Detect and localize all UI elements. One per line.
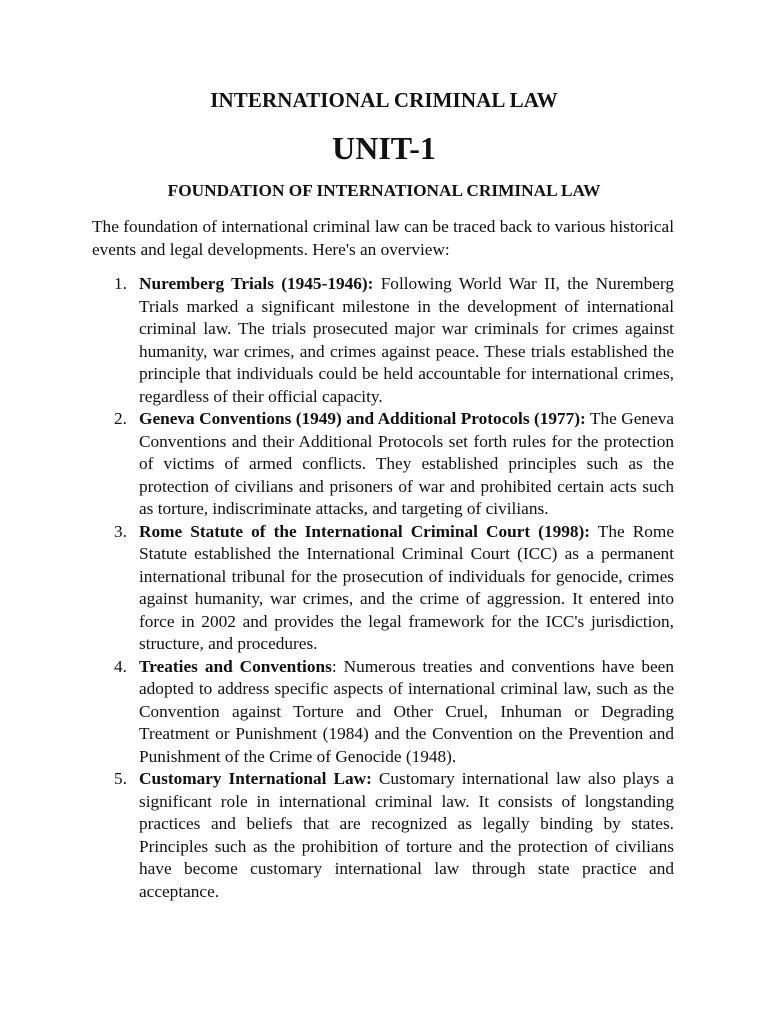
list-item-heading: Customary International Law: <box>139 769 372 788</box>
list-item-body: : Numerous treaties and conventions have been adopted to address specific aspects of international criminal law, such as the Convention against Torture and Other Cruel, Inhuman or Degrading Treatment or Punishment (1984) and the Convention on the Prevention and Punishment of the Crime of Genocide (1948). <box>139 656 674 766</box>
unit-title: UNIT-1 <box>332 130 436 166</box>
list-item-number: 4. <box>114 656 127 676</box>
list-item-treaties-conventions <box>92 656 674 769</box>
list-item-heading: Treaties and Conventions <box>139 656 332 676</box>
list-item-number: 1. <box>114 274 127 293</box>
list-item-body: The Rome Statute established the International Criminal Court (ICC) as a permanent international tribunal for the prosecution of individuals for genocide, crimes against humanity, war crimes, and the crime of aggression. It entered into force in 2002 and provides the legal framework for the ICC's jurisdiction, structure, and procedures. <box>139 521 674 653</box>
foundation-list <box>92 273 674 903</box>
list-item-number: 5. <box>114 769 127 788</box>
list-item-heading: Geneva Conventions (1949) and Additional Protocols (1977): <box>139 409 586 428</box>
list-item-customary-law <box>92 768 674 903</box>
list-item-geneva-conventions <box>92 408 674 521</box>
list-item-body: Following World War II, the Nuremberg Trials marked a significant milestone in the development of international criminal law. The trials prosecuted major war criminals for crimes against humanity, war crimes, and crimes against peace. These trials established the principle that individuals could be held accountable for international crimes, regardless of their official capacity. <box>139 274 674 406</box>
list-item-heading: Rome Statute of the International Criminal Court (1998): <box>139 521 591 541</box>
document-title: INTERNATIONAL CRIMINAL LAW <box>210 88 558 112</box>
list-item-body: The Geneva Conventions and their Additional Protocols set forth rules for the protection of victims of armed conflicts. They established principles such as the protection of civilians and prisoners of war and prohibited certain acts such as torture, indiscriminate attacks, and targeting of civilians. <box>139 409 675 518</box>
list-item-number: 2. <box>114 409 127 428</box>
list-item-number: 3. <box>114 521 127 541</box>
list-item-nuremberg-trials <box>92 273 674 408</box>
list-item-heading: Nuremberg Trials (1945-1946): <box>139 274 374 293</box>
intro-paragraph: The foundation of international criminal law can be traced back to various historical events and legal developments. Here's an overview: <box>92 217 674 259</box>
section-title: FOUNDATION OF INTERNATIONAL CRIMINAL LAW <box>167 181 601 200</box>
list-item-rome-statute <box>92 521 674 656</box>
list-item-body: Customary international law also plays a significant role in international criminal law. It consists of longstanding practices and beliefs that are recognized as legally binding by states. Principles such as the prohibition of torture and the protection of civilians have become customary international law through state practice and acceptance. <box>139 769 674 901</box>
